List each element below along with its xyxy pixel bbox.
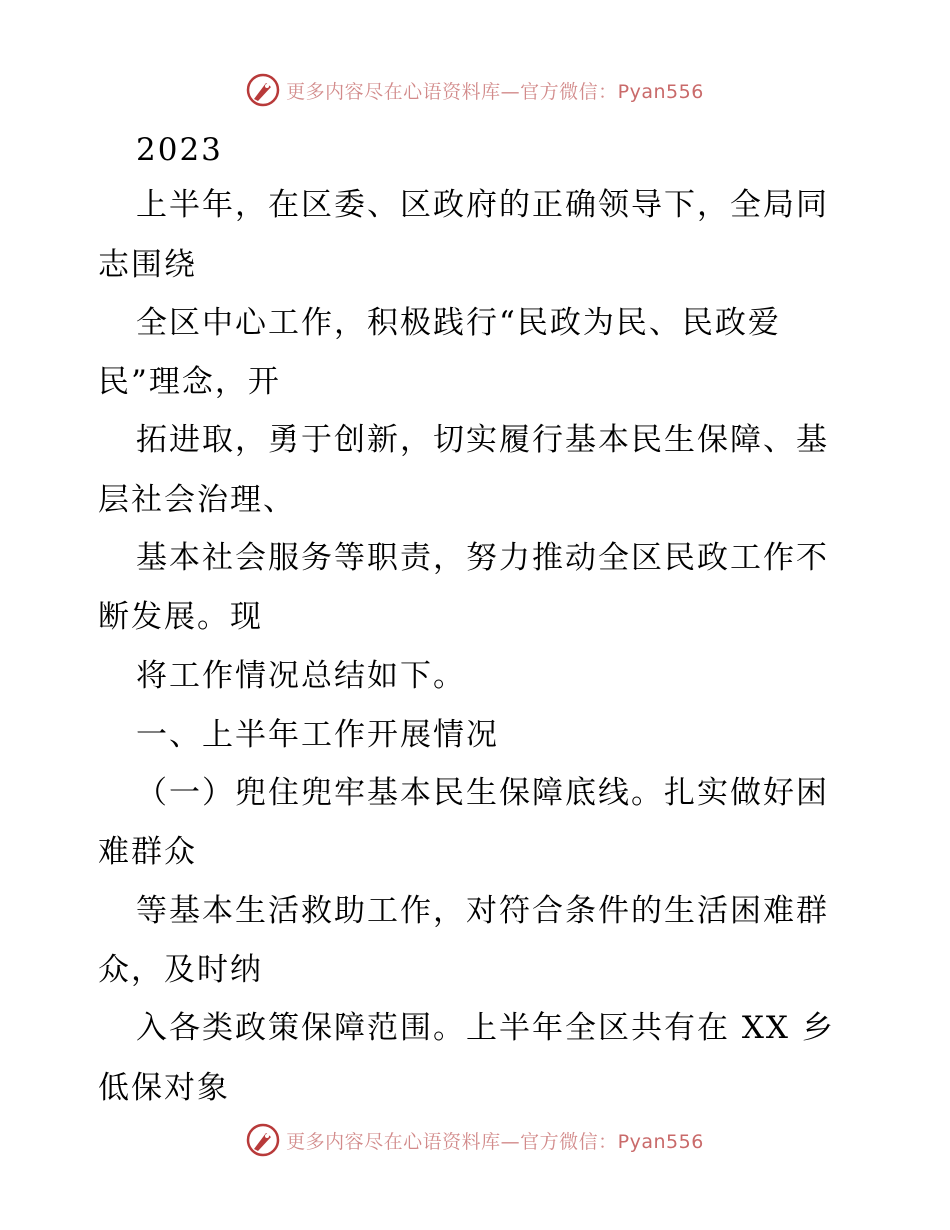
text-line: 将工作情况总结如下。 bbox=[136, 658, 466, 694]
text-line: 低保对象 bbox=[98, 1070, 230, 1106]
text-line: 难群众 bbox=[98, 834, 197, 870]
section-heading: 一、上半年工作开展情况 bbox=[136, 717, 499, 753]
text-line: 民”理念，开 bbox=[98, 364, 281, 400]
wechat-id: Pyan556 bbox=[617, 1130, 704, 1153]
wechat-id: Pyan556 bbox=[617, 80, 704, 103]
text-line: 入各类政策保障范围。上半年全区共有在 XX 乡 bbox=[136, 1010, 835, 1046]
text-line: 拓进取，勇于创新，切实履行基本民生保障、基 bbox=[136, 422, 829, 458]
text-line: 等基本生活救助工作，对符合条件的生活困难群 bbox=[136, 893, 829, 929]
text-line: （一）兜住兜牢基本民生保障底线。扎实做好困 bbox=[136, 775, 829, 811]
text-line: 上半年，在区委、区政府的正确领导下，全局同 bbox=[136, 187, 829, 223]
text-line: 志围绕 bbox=[98, 247, 197, 283]
text-line: 基本社会服务等职责，努力推动全区民政工作不 bbox=[136, 540, 829, 576]
banner-text: 更多内容尽在心语资料库—官方微信： bbox=[286, 1130, 618, 1153]
header-banner bbox=[0, 68, 950, 112]
pen-nib-logo-icon bbox=[246, 73, 280, 107]
text-line: 全区中心工作，积极践行“民政为民、民政爱 bbox=[136, 305, 781, 341]
footer-banner bbox=[0, 1118, 950, 1162]
text-line: 断发展。现 bbox=[98, 599, 263, 635]
text-line: 层社会治理、 bbox=[98, 482, 296, 518]
text-line: 2023 bbox=[136, 132, 223, 168]
banner-text: 更多内容尽在心语资料库—官方微信： bbox=[286, 80, 618, 103]
text-line: 众，及时纳 bbox=[98, 952, 263, 988]
pen-nib-logo-icon bbox=[246, 1123, 280, 1157]
